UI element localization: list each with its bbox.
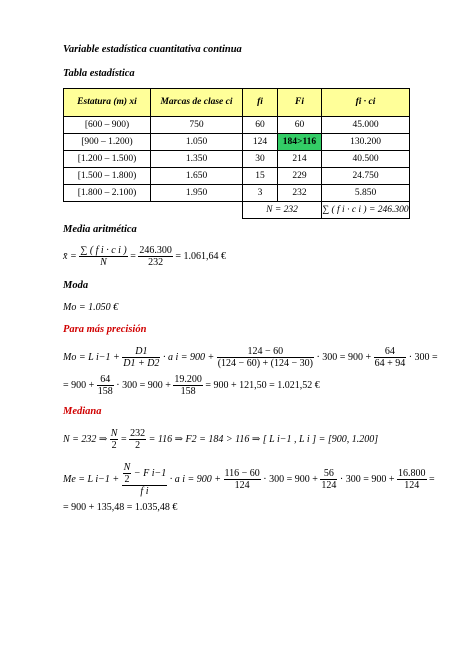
frac-den: 2 [135,440,141,451]
cell-interval: [600 – 900) [64,117,151,134]
cell-fi: 124 [243,134,278,151]
frac-den: D1 + D2 [123,358,160,369]
table-heading: Tabla estadística [63,68,135,79]
median-heading: Mediana [63,406,102,417]
cell-mark: 1.050 [151,134,243,151]
eq-part: · 300 = 900 + [116,379,171,391]
frac-den: 124 [404,480,420,491]
mean-fraction-values [138,245,173,268]
frac-num: N [123,462,131,473]
eq-part: Me = L i−1 + [63,473,120,485]
cell-fici: 40.500 [322,151,410,168]
eq-part: = [429,473,435,485]
fraction [173,374,203,397]
eq-part: = 900 + [63,379,95,391]
frac-num: 56 [320,468,337,480]
cell-fi: 3 [243,185,278,202]
cell-fi: 30 [243,151,278,168]
cell-fici: 24.750 [322,168,410,185]
cell-Fi: 229 [278,168,322,185]
total-sum: ∑ ( f i · c i ) = 246.300 [322,202,410,219]
header-fici: fi · ci [322,89,410,117]
mode-formula: Mo = 1.050 € [63,302,119,313]
cell-fici: 45.000 [322,117,410,134]
cell-fici: 5.850 [322,185,410,202]
cell-fi: 60 [243,117,278,134]
fraction [122,346,160,369]
frac-num: 232 [130,428,146,439]
frac-den: 124 [234,480,250,491]
fraction [320,468,337,491]
mean-den2: 232 [148,257,164,268]
frac-den: 158 [97,386,113,397]
mode-heading: Moda [63,280,89,291]
cell-Fi: 214 [278,151,322,168]
eq-part: Mo = L i−1 + [63,351,120,363]
mean-lhs: x̄ = [63,250,77,262]
frac-num: 16.800 [398,468,426,479]
cell-interval: [1.800 – 2.100) [64,185,151,202]
table-row [64,151,410,168]
table-row [64,168,410,185]
frac-num: 64 [97,374,114,386]
frac-num: 124 − 60 [217,346,314,358]
frac-den: 64 + 94 [374,358,406,369]
fraction [129,428,146,451]
cell-interval: [1.200 – 1.500) [64,151,151,168]
mean-heading: Media aritmética [63,224,137,235]
eq-part: · 300 = 900 + [339,473,395,485]
frac-num: N [110,428,118,439]
mean-den: N [100,257,107,268]
eq-part: · 300 = 900 + [316,351,372,363]
frac-num [122,462,168,486]
mean-formula: x̄ = $\frac{\text{∑ ( f i · c i )}}{N}$ = $\frac{246.300}{232}$ = 1.061,64 € [63,245,227,268]
cell-Fi: 60 [278,117,322,134]
fraction [397,468,427,491]
frac-den: 2 [124,474,130,485]
total-n: N = 232 [243,202,322,219]
fraction [122,462,168,497]
header-marcas: Marcas de clase ci [151,89,243,117]
cell-mark: 1.650 [151,168,243,185]
eq-part: · a i = 900 + [162,351,215,363]
fraction [110,428,119,451]
header-Fi: Fi [278,89,322,117]
mean-num: ∑ ( f i · c i ) [80,245,127,256]
frac-num: 19.200 [174,374,202,385]
inner-fraction [123,462,132,485]
median-line-1 [63,428,378,451]
cell-mark: 1.950 [151,185,243,202]
frac-den: 158 [180,386,196,397]
median-line-3: = 900 + 135,48 = 1.035,48 € [63,502,178,513]
fraction [217,346,314,369]
fraction [374,346,407,369]
cell-fi: 15 [243,168,278,185]
frac-num: 64 [374,346,407,358]
eq-part: · 300 = [408,351,438,363]
header-fi: fi [243,89,278,117]
document-title: Variable estadística cuantitativa continua [63,44,242,55]
eq-part: · 300 = 900 + [263,473,318,485]
eq-part: = 900 + 121,50 = 1.021,52 € [205,379,320,391]
frac-den: 124 [321,480,337,491]
frac-den: (124 − 60) + (124 − 30) [217,358,313,369]
table-row [64,134,410,151]
blank-cell [151,202,243,219]
blank-cell [64,202,151,219]
median-line-2 [63,462,435,497]
header-estatura: Estatura (m) xi [64,89,151,117]
frac-den: 2 [111,440,117,451]
table-row [64,185,410,202]
cell-interval: [1.500 – 1.800) [64,168,151,185]
cell-Fi: 232 [278,185,322,202]
mean-fraction [79,245,128,268]
eq-part: = [120,433,127,445]
cell-interval: [900 – 1.200) [64,134,151,151]
frequency-table [63,88,410,219]
mean-result: = 1.061,64 € [175,250,227,262]
eq-part: = 116 ⇒ F2 = 184 > 116 ⇒ [ L i−1 , L i ] = [900, 1.200] [148,433,379,445]
precision-heading: Para más precisión [63,324,147,335]
mean-num2: 246.300 [139,245,172,256]
eq-part: − F i−1 [133,467,167,479]
table-row [64,117,410,134]
table-header-row [64,89,410,117]
frac-den: f i [140,486,149,497]
fraction [224,468,261,491]
precision-line-2 [63,374,320,397]
frac-num: 116 − 60 [224,468,260,479]
cell-Fi-highlighted: 184>116 [278,134,322,151]
eq-part: N = 232 ⇒ [63,433,108,445]
precision-line-1 [63,346,438,369]
cell-mark: 1.350 [151,151,243,168]
frac-num: D1 [122,346,160,358]
table-totals-row [64,202,410,219]
cell-mark: 750 [151,117,243,134]
fraction [97,374,114,397]
cell-fici: 130.200 [322,134,410,151]
eq-part: · a i = 900 + [169,473,222,485]
